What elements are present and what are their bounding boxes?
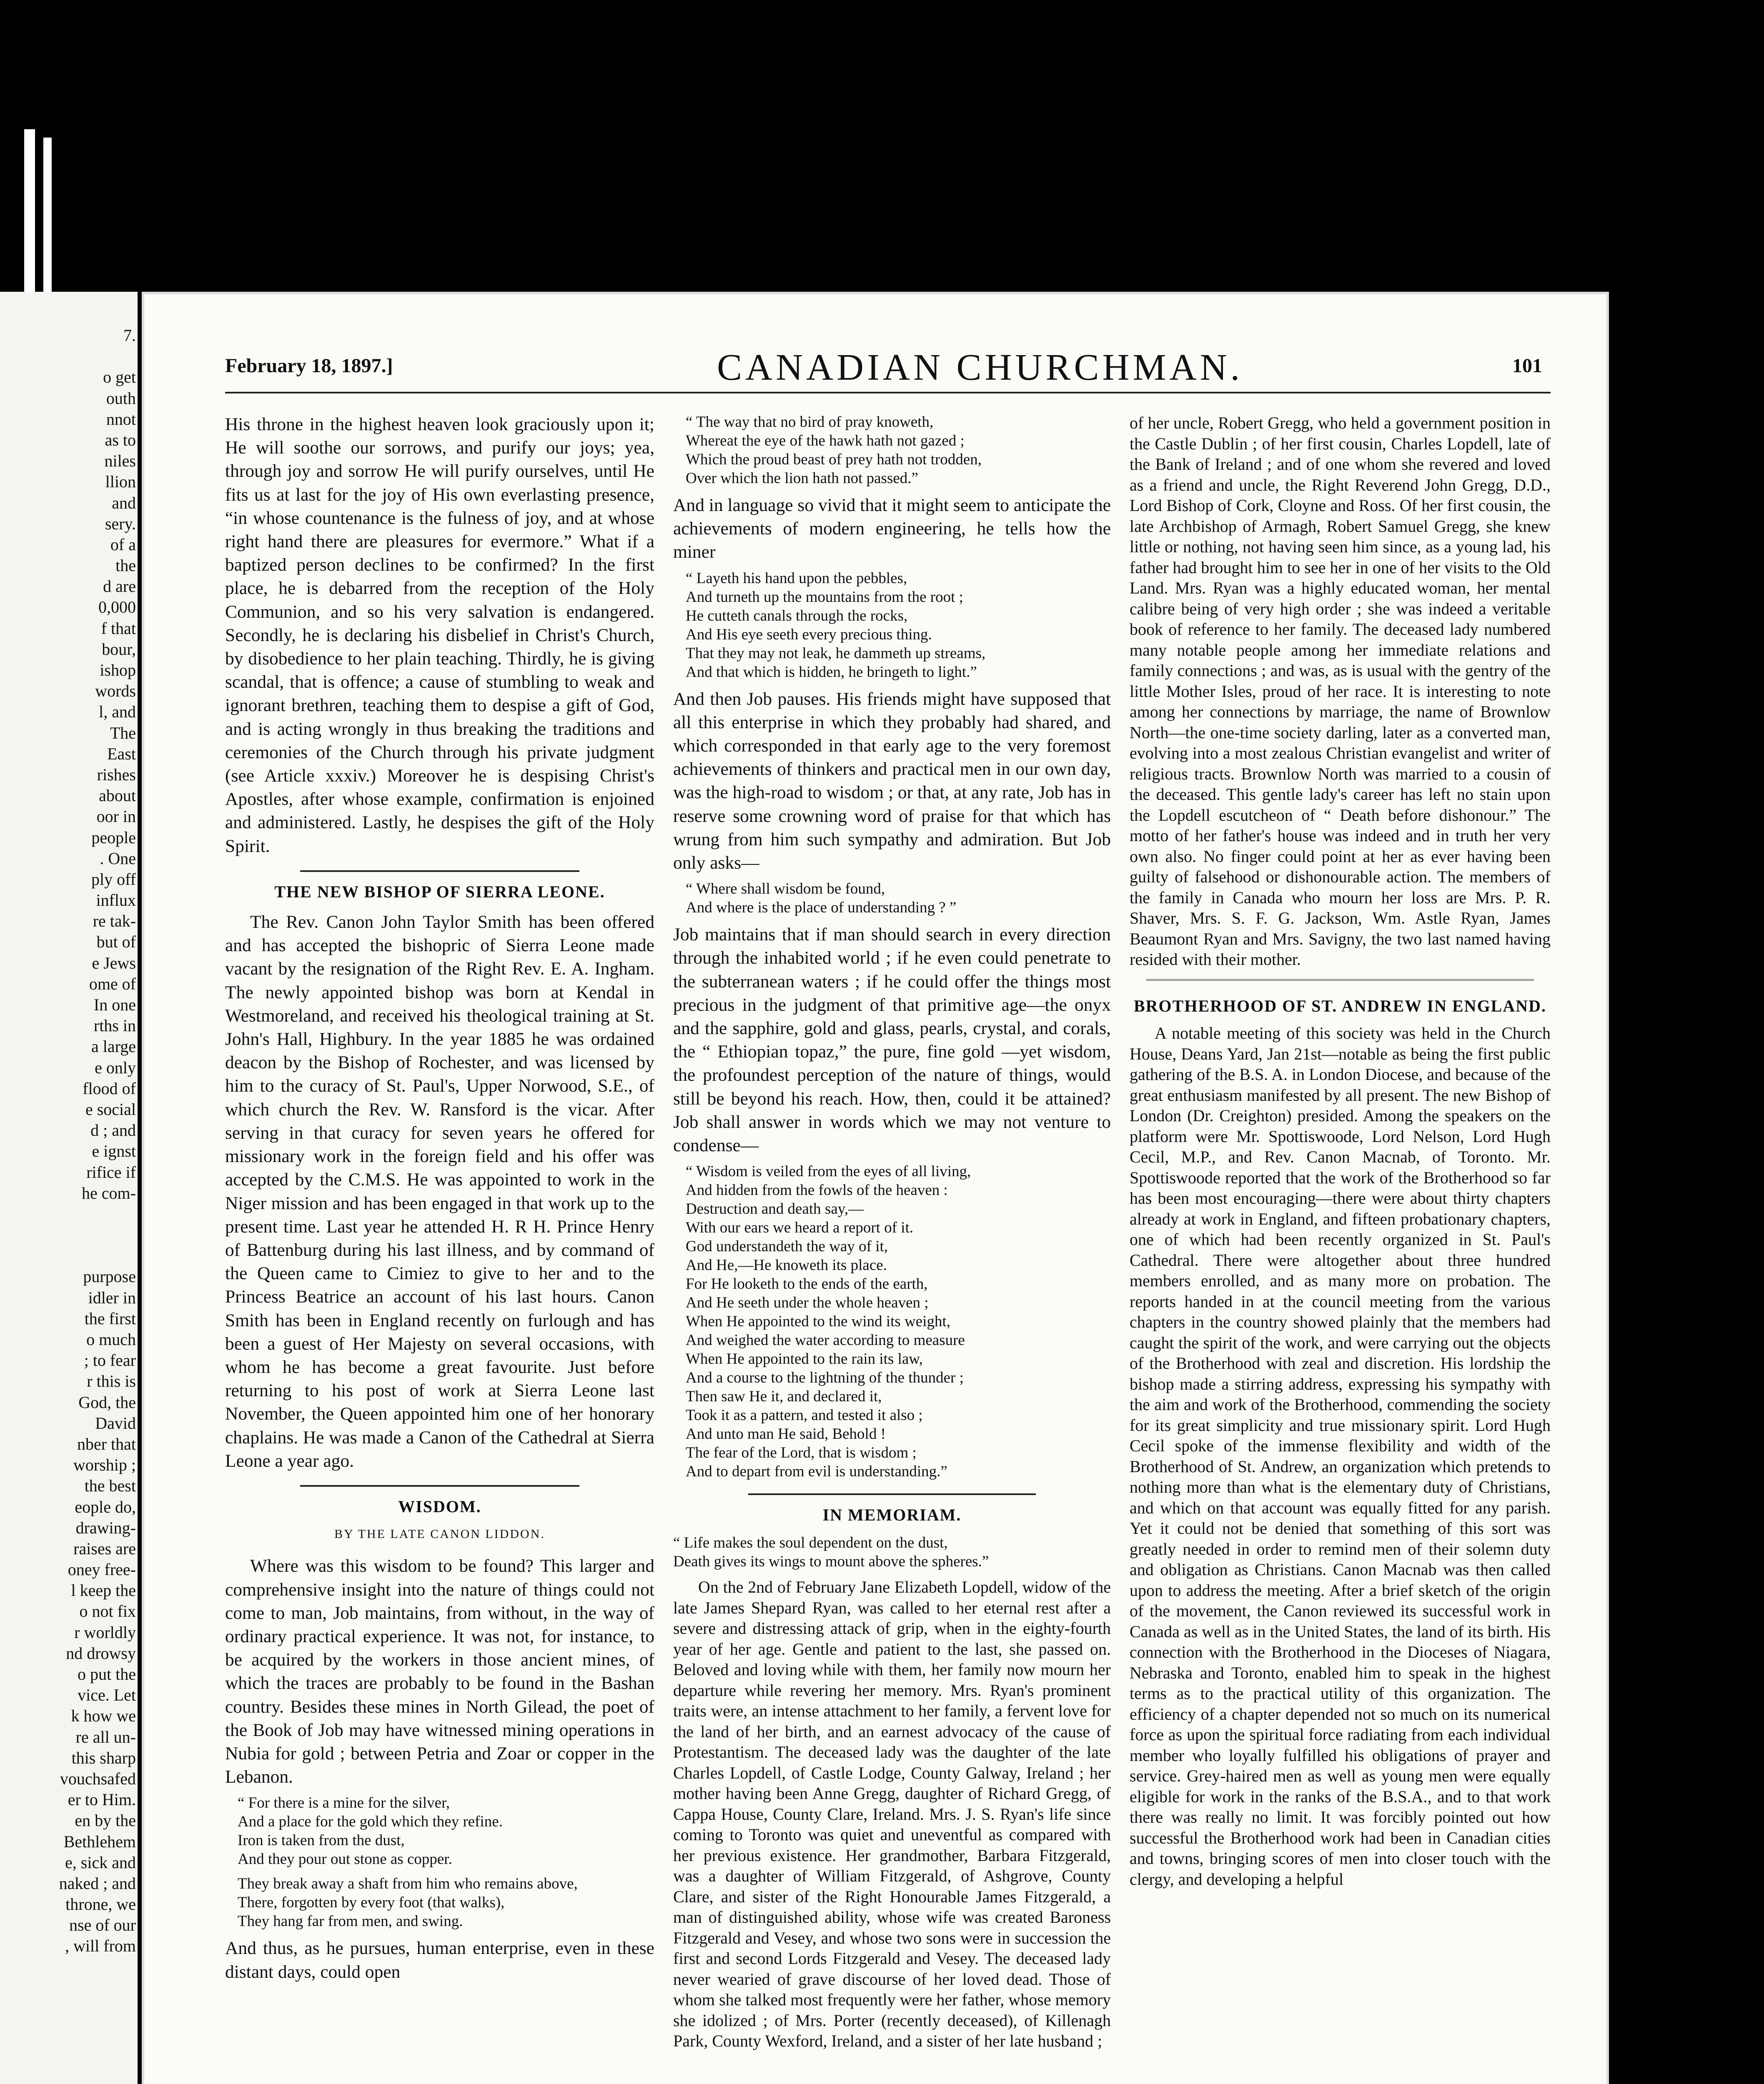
poem-line: Destruction and death say,— <box>686 1200 864 1218</box>
poem-line: “ Where shall wisdom be found, <box>686 880 885 898</box>
divider <box>748 1493 1036 1495</box>
poem-line: He cutteth canals through the rocks, <box>686 607 908 624</box>
left-page-line: nse of our <box>69 1916 136 1935</box>
left-page-line: flood of <box>83 1079 136 1098</box>
left-page-line: idler in <box>88 1288 136 1307</box>
film-bar-top-2 <box>43 138 52 317</box>
poem-line: And they pour out stone as copper. <box>238 1851 452 1868</box>
brotherhood-text: A notable meeting of this society was held in the Church House, Deans Yard, Jan 21st—notable as being the first public gathering of the B.S. A. in London Diocese, and because of the great enthusiasm manifested by all present. The new Bishop of London (Dr. Creighton) presided. Among the speakers on the platform were Mr. Spottiswoode, Lord Nelson, Lord Hugh Cecil, M.P., and Rev. Canon Macnab, of Toronto. Mr. Spottiswoode reported that the work of the Brotherhood so far has been most encouraging—there were about thirty chapters already at work in England, and fifteen probationary chapters, one of which had been recently organized in St. Paul's Cathedral. There were altogether about three hundred members enrolled, and as many more on probation. The reports handed in at the council meeting from the various chapters in the country showed plainly that the members had caught the spirit of the work, and were carrying out the objects of the Brotherhood with zeal and discretion. His lordship the bishop made a stirring address, expressing his sympathy with the aim and work of the Brotherhood, commending the society for its great simplicity and true missionary spirit. Lord Hugh Cecil spoke of the immense flexibility and width of the Brotherhood of St. Andrew, an organization which pretends to nothing more than what is the elementary duty of Christians, and which on that account was equally fitted for any parish. Yet it could not be denied that something of this sort was greatly needed in order to remind men of their solemn duty and obligation as Christians. Canon Macnab was then called upon to address the meeting. After a brief sketch of the origin of the movement, the Canon reviewed its successful work in Canada as well as in the United States, the land of its birth. His connection with the Brotherhood in the Dioceses of Niagara, Nebraska and Toronto, enabled him to speak in the highest terms as to the practical utility of this organization. The efficiency of a chapter depended not so much on its numerical force as upon the spiritual force radiating from each individual member who loyally fulfilled his obligations of prayer and service. Grey-haired men as well as young men were equally eligible for work in the ranks of the B.S.A., and to that work there was really no limit. It was forcibly pointed out how successful the Brotherhood work had been in Canadian cities and towns, bringing scores of men into closer touch with the clergy, and developing a helpful <box>1130 1024 1551 1889</box>
left-page-line: l keep the <box>71 1581 136 1600</box>
wisdom-byline: BY THE LATE CANON LIDDON. <box>334 1527 545 1541</box>
left-page-line: people <box>91 828 136 847</box>
poem-line: God understandeth the way of it, <box>686 1238 888 1255</box>
poem-line: Iron is taken from the dust, <box>238 1832 405 1849</box>
left-page-line: f that <box>101 619 136 638</box>
poem-block <box>686 569 1111 681</box>
left-page-line: re tak- <box>93 912 136 931</box>
poem-line: And where is the place of understanding ? ” <box>686 899 957 917</box>
poem-line: And weighed the water according to measure <box>686 1332 965 1349</box>
poem-line: “ The way that no bird of pray knoweth, <box>686 413 934 431</box>
left-page-line: the best <box>84 1476 136 1495</box>
memoriam-text: of her uncle, Robert Gregg, who held a government position in the Castle Dublin ; of her first cousin, Charles Lopdell, late of the Bank of Ireland ; and of one whom she revered and loved as a friend and uncle, the Right Reverend John Gregg, D.D., Lord Bishop of Cork, Cloyne and Ross. Of her first cousin, the late Archbishop of Armagh, Robert Samuel Gregg, she knew little or nothing, not having seen him since, as a young lad, his father had brought him to see her in one of her visits to the Old Land. Mrs. Ryan was a highly educated woman, her mental calibre being of very high order ; she was indeed a veritable book of reference to her family. The deceased lady numbered many notable people among her immediate relations and family connections ; and was, as is usual with the gentry of the little Mother Isles, proud of her race. It is interesting to note among her connections by marriage, the name of Brownlow North—the one-time society darling, later as a converted man, evolving into a most zealous Christian evangelist and writer of religious tracts. Brownlow North was married to a cousin of the deceased. This gentle lady's career has left no stain upon the Lopdell escutcheon of “ Death before dishonour.” The motto of her father's house was indeed and in truth her very own also. No finger could point at her as ever having been guilty of falsehood or dishonourable action. The members of the family in Canada who mourn her loss are Mrs. P. R. Shaver, Mrs. S. F. G. Jackson, Wm. Astle Ryan, James Beaumont Ryan and Mrs. Savigny, the two last named having resided with their mother. <box>1130 413 1551 969</box>
memoriam-heading: IN MEMORIAM. <box>822 1505 962 1525</box>
poem-line: And a course to the lightning of the thunder ; <box>686 1369 964 1387</box>
poem-line: They hang far from men, and swing. <box>238 1913 463 1930</box>
newspaper-page <box>142 292 1609 2084</box>
left-page-fragment <box>0 292 138 2084</box>
poem-line: “ Wisdom is veiled from the eyes of all living, <box>686 1163 971 1180</box>
poem-line: The fear of the Lord, that is wisdom ; <box>686 1444 917 1462</box>
divider <box>300 1485 579 1487</box>
poem-line: And He seeth under the whole heaven ; <box>686 1294 929 1312</box>
left-page-line: en by the <box>75 1811 136 1830</box>
left-page-line: Bethlehem <box>63 1832 136 1851</box>
left-page-line: nd drowsy <box>66 1643 136 1663</box>
poem-line: They break away a shaft from him who remains above, <box>238 1875 578 1893</box>
left-page-line: er to Him. <box>68 1790 136 1809</box>
wisdom-article-text: And in language so vivid that it might seem to anticipate the achievements of modern engineering, he tells how the miner <box>673 495 1111 562</box>
left-page-line: naked ; and <box>59 1874 136 1893</box>
poem-line: Then saw He it, and declared it, <box>686 1388 882 1405</box>
left-page-line: throne, we <box>65 1895 136 1914</box>
confirmation-article-text: His throne in the highest heaven look graciously upon it; He will soothe our sorrows, and purify our joys; yea, through joy and sorrow He will purify ourselves, until He fits us at last for the joy of His own everlasting presence, “in whose countenance is the fulness of joy, and at whose right hand there are pleasures for evermore.” What if a baptized person declines to be confirmed? In the first place, he is debarred from the reception of the Holy Communion, and so his very salvation is endangered. Secondly, he is declaring his disbelief in Christ's Church, by disobedience to her plain teaching. Thirdly, he is giving scandal, that is offence; a cause of stumbling to weak and ignorant brethren, teaching them to despise a gift of God, and is acting wrongly in thus breaking the traditions and ceremonies of the Church through his private judgment (see Article xxxiv.) Moreover he is despising Christ's Apostles, after whose example, confirmation is enjoined and administered. Lastly, he despises the gift of the Holy Spirit. <box>225 414 654 856</box>
memoriam-epigraph <box>673 1533 1111 1571</box>
poem-line: When He appointed to the wind its weight, <box>686 1313 951 1330</box>
left-page-line: but of <box>96 932 136 952</box>
left-page-line: llion <box>105 472 136 491</box>
poem-line: And that which is hidden, he bringeth to light.” <box>686 663 977 681</box>
left-page-line: d are <box>103 577 136 596</box>
left-page-line: re all un- <box>75 1727 136 1746</box>
poem-line: That they may not leak, he dammeth up streams, <box>686 644 986 662</box>
poem-line: “ Layeth his hand upon the pebbles, <box>686 569 907 587</box>
poem-line: And turneth up the mountains from the root ; <box>686 588 963 606</box>
column-1 <box>225 413 654 1987</box>
left-page-line <box>3 1204 136 1225</box>
left-page-line: l, and <box>99 702 136 721</box>
divider <box>1146 979 1534 984</box>
left-page-line: ply off <box>91 869 136 889</box>
left-page-line: about <box>99 786 136 805</box>
left-page-line: ; to fear <box>84 1351 136 1370</box>
poem-line: Took it as a pattern, and tested it also ; <box>686 1407 923 1424</box>
left-page-line: e ignst <box>92 1142 136 1161</box>
brotherhood-heading: BROTHERHOOD OF ST. ANDREW IN ENGLAND. <box>1133 996 1547 1015</box>
left-page-line: of a <box>110 535 136 554</box>
left-page-line: ome of <box>89 974 136 993</box>
column-3 <box>1130 413 1551 1893</box>
left-page-line: worship ; <box>73 1455 136 1475</box>
poem-line: When He appointed to the rain its law, <box>686 1350 923 1368</box>
left-page-line: East <box>107 744 136 763</box>
left-page-line: drawing- <box>75 1518 136 1537</box>
left-page-line: oney free- <box>68 1560 136 1579</box>
poem-block <box>686 413 1111 488</box>
left-page-line: 0,000 <box>98 598 136 617</box>
poem-line: And unto man He said, Behold ! <box>686 1425 886 1443</box>
left-page-line: he com- <box>82 1183 136 1202</box>
wisdom-article-text: Where was this wisdom to be found? This larger and comprehensive insight into the nature of things could not come to man, Job maintains, from without, in the way of ordinary practical experience. It was not, for instance, to be acquired by the workers in those ancient mines, of which the traces are probably to be found in the Bashan country. Besides these mines in North Gilead, the poet of the Book of Job may have witnessed mining operations in Nubia for gold ; between Petria and Zoar or copper in the Lebanon. <box>225 1556 654 1787</box>
left-page-line: o much <box>86 1330 136 1349</box>
left-page-line <box>3 1225 136 1245</box>
left-page-line: d ; and <box>90 1121 136 1140</box>
wisdom-article-text: And then Job pauses. His friends might have supposed that all this enterprise in which they probably had shared, and which corresponded in that early age to the very foremost achievements of thinkers and practical men in our own day, was the high-road to wisdom ; or that, at any rate, Job has in reserve some crowning word of praise for that which has wrung from him such sympathy and admiration. But Job only asks— <box>673 689 1111 873</box>
poem-line: Whereat the eye of the hawk hath not gazed ; <box>686 432 965 449</box>
left-page-line: outh <box>106 388 136 408</box>
left-page-line: , will from <box>65 1936 136 1956</box>
left-page-line: o not fix <box>79 1602 136 1621</box>
left-page-line: raises are <box>73 1539 136 1558</box>
left-page-line: 7. <box>123 326 136 345</box>
left-page-line: e only <box>95 1058 136 1077</box>
left-page-line: David <box>95 1413 136 1433</box>
left-page-line: a large <box>91 1037 136 1056</box>
column-2 <box>673 413 1111 2055</box>
left-page-line: the first <box>84 1309 136 1328</box>
left-page-line: . One <box>100 849 136 868</box>
divider <box>300 870 579 872</box>
issue-date: February 18, 1897.] <box>225 355 393 377</box>
poem-line: And to depart from evil is understanding.” <box>686 1463 947 1480</box>
left-page-line: vouchsafed <box>60 1769 136 1788</box>
left-page-line: In one <box>93 995 136 1014</box>
left-page-line: nnot <box>106 409 136 428</box>
left-page-line: ishop <box>100 661 136 679</box>
wisdom-article-text: Job maintains that if man should search in every direction through the inhabited world ; if he even could penetrate to the subterranean waters ; if he could offer the things most precious in the judgment of that primitive age—the onyx and the sapphire, gold and glass, pearls, crystal, and corals, the “ Ethiopian topaz,” the pure, fine gold —yet wisdom, the profoundest perception of the nature of things, would still be beyond his reach. How, then, could it be attained? Job shall answer in words which we may not venture to condense— <box>673 924 1111 1156</box>
left-page-line: o put the <box>78 1665 136 1683</box>
left-page-line: as to <box>105 430 136 449</box>
left-page-line: sery. <box>105 514 136 533</box>
left-page-line: The <box>110 723 136 742</box>
memoriam-text: On the 2nd of February Jane Elizabeth Lopdell, widow of the late James Shepard Ryan, was called to her eternal rest after a severe and distressing attack of grip, when in the eighty-fourth year of her age. Gentle and patient to the last, she passed on. Beloved and loving while with them, her family now mourn her departure while revering her memory. Mrs. Ryan's prominent traits were, an intense attachment to her family, a fervent love for the land of her birth, and an earnest advocacy of the cause of Protestantism. The deceased lady was the daughter of the late Charles Lopdell, of Castle Lodge, County Galway, Ireland ; her mother having been Anne Gregg, daughter of Richard Gregg, of Cappa House, County Clare, Ireland. Mrs. J. S. Ryan's life since coming to Toronto was quiet and uneventful as compared with her previous existence. Her grandmother, Barbara Fitzgerald, was a daughter of William Fitzgerald, of Ashgrove, County Clare, and sister of the Right Honourable James Fitzgerald, a man of distinguished ability, whose wife was created Baroness Fitzgerald and Vesey, and whose two sons were in succession the first and second Lords Fitzgerald and Vesey. The deceased lady never wearied of grave discourse of her loved dead. Those of whom she talked most frequently were her father, whose memory she idolized ; of Mrs. Porter (recently deceased), of Killenagh Park, County Wexford, Ireland, and a sister of her late husband ; <box>673 1578 1111 2051</box>
left-page-line: e social <box>85 1100 136 1119</box>
wisdom-heading: WISDOM. <box>398 1497 481 1516</box>
left-page-line: rishes <box>97 765 136 784</box>
poem-line: And He,—He knoweth its place. <box>686 1257 887 1274</box>
left-page-text <box>3 325 136 1957</box>
left-page-line: God, the <box>78 1393 136 1412</box>
poem-line: For He looketh to the ends of the earth, <box>686 1275 928 1293</box>
poem-line: “ For there is a mine for the silver, <box>238 1794 450 1812</box>
poem-line: Over which the lion hath not passed.” <box>686 470 918 487</box>
bishop-article-text: The Rev. Canon John Taylor Smith has been offered and has accepted the bishopric of Sierra Leone made vacant by the resignation of the Right Rev. E. A. Ingham. The newly appointed bishop was born at Kendal in Westmoreland, and received his theological training at St. John's Hall, Highbury. In the year 1885 he was ordained deacon by the Bishop of Rochester, and was licensed by him to the curacy of St. Paul's, Upper Norwood, S.E., of which church the Rev. W. Ransford is the vicar. After serving in that curacy for seven years he offered for missionary work in the foreign field and his offer was accepted by the C.M.S. He was appointed to work in the Niger mission and has been engaged in that work up to the present time. Last year he attended H. R H. Prince Henry of Battenburg during his last illness, and by command of the Queen came to Cimiez to give to her and to the Princess Beatrice an account of his last hours. Canon Smith has been in England recently on furlough and has been a guest of Her Majesty on several occasions, with whom he has become a great favourite. Just before returning to his post of work at Sierra Leone last November, the Queen appointed him one of her honorary chaplains. He was made a Canon of the Cathedral at Sierra Leone a year ago. <box>225 912 654 1471</box>
left-page-line: eople do, <box>75 1497 136 1516</box>
left-page-line <box>3 1245 136 1266</box>
poem-line: And His eye seeth every precious thing. <box>686 626 932 643</box>
publication-title: CANADIAN CHURCHMAN. <box>717 347 1243 388</box>
left-page-line: bour, <box>102 639 136 659</box>
poem-line: And a place for the gold which they refine. <box>238 1813 503 1831</box>
left-page-line: vice. Let <box>78 1686 136 1705</box>
left-page-line <box>3 346 136 367</box>
left-page-line: purpose <box>83 1267 136 1286</box>
left-page-line: k how we <box>71 1706 136 1726</box>
left-page-line: this sharp <box>71 1748 136 1767</box>
left-page-line: e, sick and <box>65 1853 136 1872</box>
page-number: 101 <box>1512 355 1542 377</box>
left-page-line: o get <box>103 368 136 387</box>
poem-block <box>238 1874 654 1931</box>
wisdom-article-text: And thus, as he pursues, human enterprise, even in these distant days, could open <box>225 1938 654 1982</box>
left-page-line: r this is <box>87 1372 136 1391</box>
poem-block <box>686 1162 1111 1481</box>
left-page-line: and <box>112 493 136 512</box>
poem-line: And hidden from the fowls of the heaven : <box>686 1182 948 1199</box>
page-header <box>225 346 1551 393</box>
left-page-line: influx <box>96 891 136 910</box>
left-page-line: oor in <box>96 807 136 826</box>
left-page-line: niles <box>104 451 136 471</box>
poem-block <box>238 1793 654 1869</box>
left-page-line: the <box>115 556 136 575</box>
left-page-line: words <box>95 681 136 701</box>
bishop-heading: THE NEW BISHOP OF SIERRA LEONE. <box>274 882 605 901</box>
left-page-line: rifice if <box>86 1162 136 1182</box>
poem-line: There, forgotten by every foot (that walks), <box>238 1894 505 1911</box>
epigraph-line: “ Life makes the soul dependent on the dust, <box>673 1534 948 1552</box>
left-page-line: rths in <box>93 1016 136 1035</box>
left-page-line: nber that <box>77 1434 136 1453</box>
left-page-line: r worldly <box>74 1623 136 1642</box>
left-page-line: e Jews <box>92 953 136 972</box>
poem-line: With our ears we heard a report of it. <box>686 1219 914 1237</box>
poem-block <box>686 879 1111 917</box>
epigraph-line: Death gives its wings to mount above the spheres.” <box>673 1553 989 1571</box>
poem-line: Which the proud beast of prey hath not trodden, <box>686 451 982 468</box>
